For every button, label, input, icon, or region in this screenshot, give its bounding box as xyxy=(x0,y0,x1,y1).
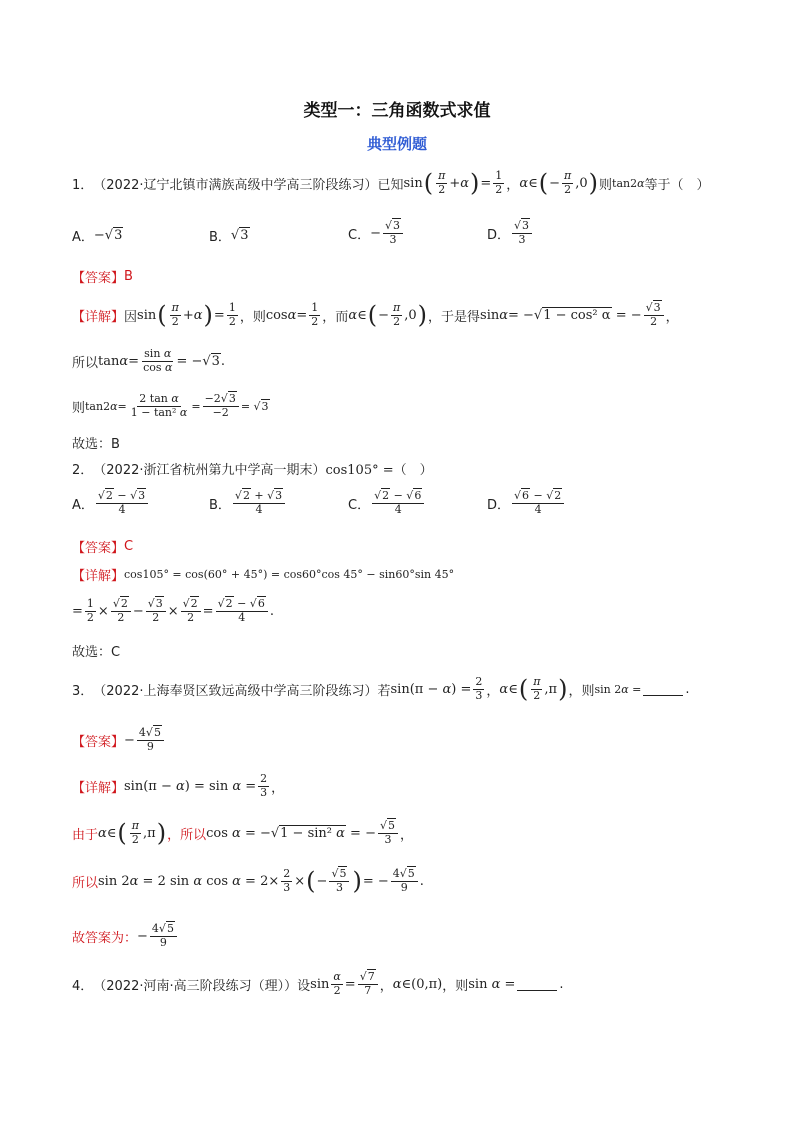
q2-number: 2． xyxy=(72,463,94,478)
q2-stem xyxy=(72,459,433,478)
section-subtitle: 典型例题 xyxy=(366,135,427,153)
q2-option-c: C． $\frac{√2 - √6}{4}$ xyxy=(348,490,426,516)
q1-option-a: A． −√3 xyxy=(72,228,123,245)
q4-answer-blank xyxy=(517,978,557,991)
q1-detail-line-1: 【详解】 因 sin ( $\frac{\pi}{2}$ + α ) = $\frac{1}{2}$ ，则 cos α = $\frac{1}{2}$ ，而 α ∈ ( − $\frac{\pi}{2}$ ,0 ) ，于是得 sin α = −√1 − cos² α = − $\frac{√3}{2}$ ， xyxy=(72,301,679,330)
q1-detail-line-2: 所以 tan α = $\frac{\text{sin α}}{\text{cos α}}$ = −√3. xyxy=(72,347,226,374)
q2-stem-expr: cos105° =（ ） xyxy=(325,463,433,478)
q3-answer-blank xyxy=(643,683,683,696)
q1-answer-label: 【答案】 xyxy=(72,271,125,286)
q1-option-d: D． $\frac{√3}{3}$ xyxy=(487,220,534,246)
q2-option-b: B． $\frac{√2 + √3}{4}$ xyxy=(209,490,287,516)
q3-detail-line-1: 【详解】 sin(π − α) = sin α = $\frac{2}{3}$ ， xyxy=(72,772,285,799)
q1-option-b: B． √3 xyxy=(209,228,249,245)
q1-answer-value: B xyxy=(124,269,133,284)
q2-option-d: D． $\frac{√6 - √2}{4}$ xyxy=(487,490,566,516)
q2-source: （2022·浙江省杭州第九中学高一期末） xyxy=(93,463,326,478)
q3-final-answer: 故答案为： − $\frac{4√5}{9}$ xyxy=(72,923,179,949)
q2-option-a: A． $\frac{√2 - √3}{4}$ xyxy=(72,490,150,516)
q2-choose: 故选：C xyxy=(72,645,121,660)
q1-stem-b: 则 xyxy=(599,177,613,193)
page-title: 类型一：三角函数式求值 xyxy=(303,101,491,121)
q3-answer: 【答案】 − $\frac{4√5}{9}$ xyxy=(72,727,166,753)
q3-detail-line-2: 由于 α ∈ ( $\frac{\pi}{2}$ ,π ) ，所以 cos α = −√1 − sin² α = − $\frac{√5}{3}$ ， xyxy=(72,819,414,848)
q1-answer xyxy=(72,267,133,286)
q1-stem-c: 等于（ ） xyxy=(644,177,710,193)
q2-detail-line-2: = $\frac{1}{2}$ × $\frac{√2}{2}$ − $\frac{√3}{2}$ × $\frac{√2}{2}$ = $\frac{√2 - √6}{4}$ . xyxy=(72,597,274,624)
q2-detail-line-1: 【详解】 cos105° = cos(60° + 45°) = cos60°cos 45° − sin60°sin 45° xyxy=(72,568,455,584)
q3-stem: 3． （2022·上海奉贤区致远高级中学高三阶段练习） 若 sin(π − α) = $\frac{2}{3}$ ， α ∈ ( $\frac{\pi}{2}$ ,π ) ，则 sin 2α = . xyxy=(72,675,690,704)
q4-stem: 4． （2022·河南·高三阶段练习（理）） 设 sin $\frac{\alpha}{2}$ = $\frac{√7}{7}$ ， α ∈ (0,π) ，则 sin α = . xyxy=(72,970,564,997)
q1-stem: 1． （2022·辽宁北镇市满族高级中学高三阶段练习） 已知 sin ( $\frac{\pi}{2}$ + α ) = $\frac{1}{2}$ ， α ∈ ( − $\frac{\pi}{2}$ ,0 ) 则 tan2 α 等于（ ） xyxy=(72,169,710,198)
q1-number: 1． xyxy=(72,177,94,193)
q1-option-c: C． − $\frac{√3}{3}$ xyxy=(348,220,405,246)
q1-detail-line-3: 则 tan2 α = $\frac{\text{2 tan α}}{\text{1 − tan² α}}$ = $\frac{-2√3}{-2}$ = √3 xyxy=(72,392,269,419)
q1-detail-label: 【详解】 xyxy=(72,309,125,325)
q2-answer: 【答案】 C xyxy=(72,539,134,556)
q1-choose: 故选：B xyxy=(72,437,120,452)
q1-source: （2022·辽宁北镇市满族高级中学高三阶段练习） xyxy=(93,177,378,193)
q3-detail-line-3: 所以 sin 2α = 2 sin α cos α = 2× $\frac{2}{3}$ × ( − $\frac{√5}{3}$ ) = − $\frac{4√5}{9}$ . xyxy=(72,867,424,896)
q1-stem-a: 已知 xyxy=(377,177,404,193)
